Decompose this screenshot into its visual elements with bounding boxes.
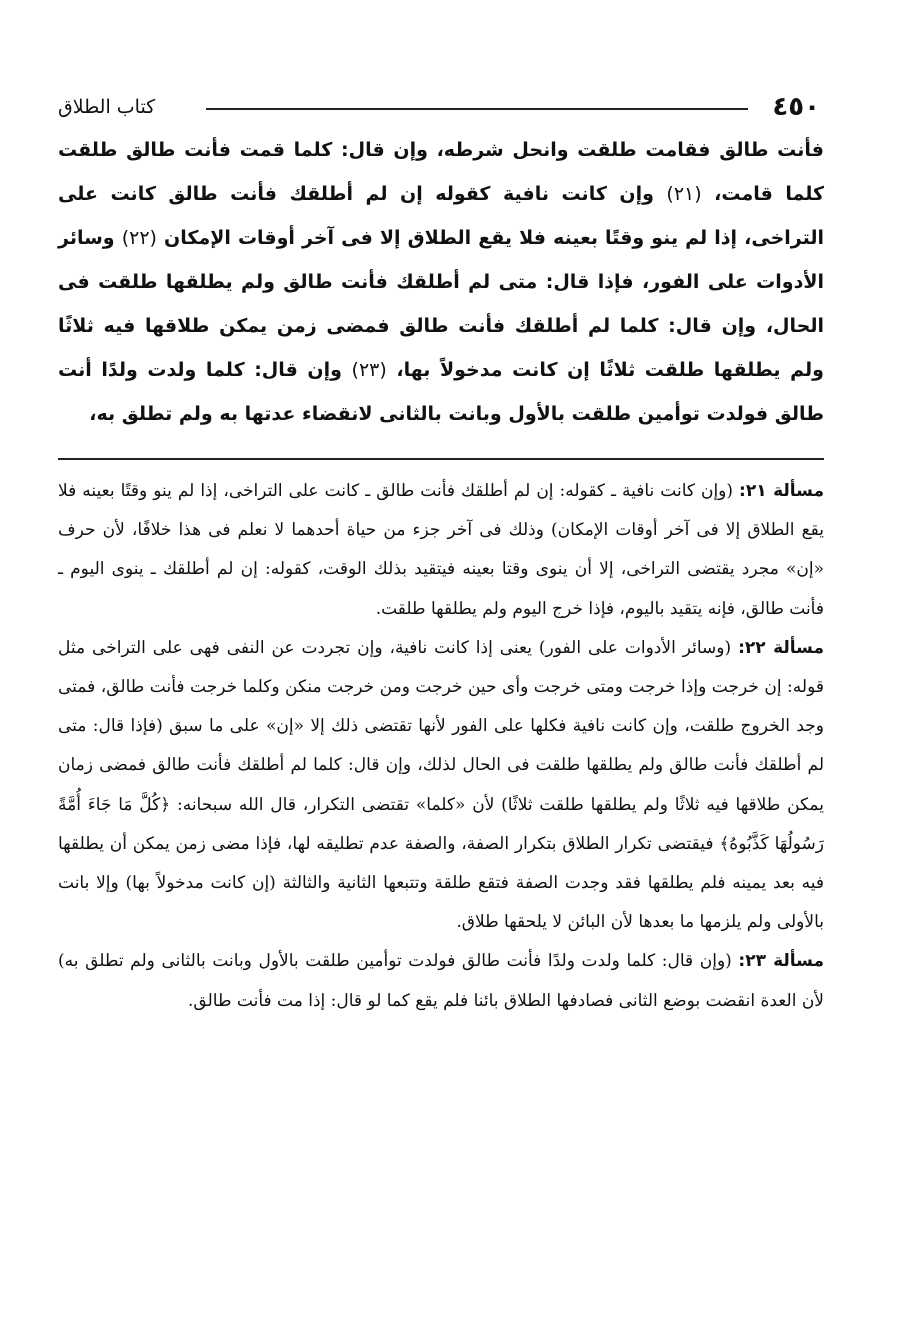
- main-text-segment: وإن كانت نافية كقوله إن لم أطلقك فأنت طالق كانت على التراخى، إذا لم ينو وقتًا بعينه فلا يقع الطلاق إلا فى آخر أوقات الإمكان: [58, 183, 824, 249]
- main-paragraph: [58, 128, 824, 436]
- running-title: كتاب الطلاق: [58, 96, 156, 118]
- issue-label: مسألة ٢٢:: [738, 637, 825, 658]
- quran-verse: ﴿كُلَّ مَا جَاءَ أُمَّةً رَسُولُهَا كَذَّبُوهُ﴾: [58, 794, 825, 854]
- footnote-divider: [58, 458, 824, 460]
- header-rule: [206, 108, 748, 110]
- issue-text: (وإن قال: كلما ولدت ولدًا فأنت طالق فولدت توأمين طلقت بالأول وبانت بالثانى ولم تطلق به) لأن العدة انقضت بوضع الثانى فصادفها الطلاق بائنا فلم يقع كما لو قال: إذا مت فأنت طالق.: [58, 951, 824, 1011]
- issue-text: (وسائر الأدوات على الفور) يعنى إذا كانت نافية، وإن تجردت عن النفى فهى على التراخى مثل قوله: إن خرجت وإذا خرجت ومتى خرجت وأى حين خرجت ومن خرجت منكن وكلما خرجت فأنت طالق، فمتى وجد الخروج طلقت، وإن كانت نافية فكلها على الفور لأنها تقتضى ذلك إلا «إن» على ما سبق (فإذا قال: متى لم أطلقك فأنت طالق ولم يطلقها طلقت فى الحال لذلك، وإن قال: كلما لم أطلقك فأنت طالق فمضى زمان يمكن طلاقها فيه ثلاثًا ولم يطلقها طلقت ثلاثًا) لأن «كلما» تقتضى التكرار، قال الله سبحانه:: [58, 637, 824, 815]
- footnote-ref: (٢٣): [351, 359, 387, 381]
- issue-22: [58, 629, 824, 943]
- issue-text: فيقتضى تكرار الطلاق بتكرار الصفة، والصفة عدم تطليقه لها، فإذا مضى زمن يمكن أن يطلقها فيه بعد يمينه فلم يطلقها فقد وجدت الصفة فتقع طلقة وتتبعها الثانية والثالثة (إن كانت مدخولاً بها) وإلا بانت بالأولى ولم يلزمها ما بعدها لأن البائن لا يلحقها طلاق.: [58, 833, 824, 933]
- main-text-segment: وسائر الأدوات على الفور، فإذا قال: متى لم أطلقك فأنت طالق ولم يطلقها طلقت فى الحال، وإن قال: كلما لم أطلقك فأنت طالق فمضى زمن يمكن طلاقها فيه ثلاثًا ولم يطلقها طلقت ثلاثًا إن كانت مدخولاً بها،: [58, 227, 824, 381]
- issue-text: (وإن كانت نافية ـ كقوله: إن لم أطلقك فأنت طالق ـ كانت على التراخى، إذا لم ينو وقتًا بعينه فلا يقع الطلاق إلا فى آخر أوقات الإمكان) وذلك فى آخر جزء من حياة أحدهما لا نعلم فى هذا خلافًا، لأن حرف «إن» مجرد يقتضى التراخى، إلا أن ينوى وقتا بعينه فيتقيد بذلك الوقت، كقوله: إن لم أطلقك ـ ينوى اليوم ـ فأنت طالق، فإنه يتقيد باليوم، فإذا خرج اليوم ولم يطلقها طلقت.: [58, 481, 824, 619]
- page-header: [58, 92, 820, 126]
- main-text: [58, 128, 824, 436]
- main-text-segment: فأنت طالق فقامت طلقت وانحل شرطه، وإن قال: كلما قمت فأنت طالق طلقت كلما قامت،: [58, 139, 825, 205]
- footnote-ref: (٢٢): [121, 227, 157, 249]
- commentary: [58, 472, 824, 1021]
- issue-label: مسألة ٢٣:: [738, 951, 824, 972]
- page-number: ٤٥٠: [772, 92, 820, 122]
- footnote-ref: (٢١): [666, 183, 702, 205]
- main-text-segment: وإن قال: كلما ولدت ولدًا أنت طالق فولدت توأمين طلقت بالأول وبانت بالثانى لانقضاء عدتها به ولم تطلق به،: [58, 359, 824, 425]
- issue-21: [58, 472, 824, 629]
- issue-23: [58, 942, 824, 1020]
- issue-label: مسألة ٢١:: [739, 481, 825, 501]
